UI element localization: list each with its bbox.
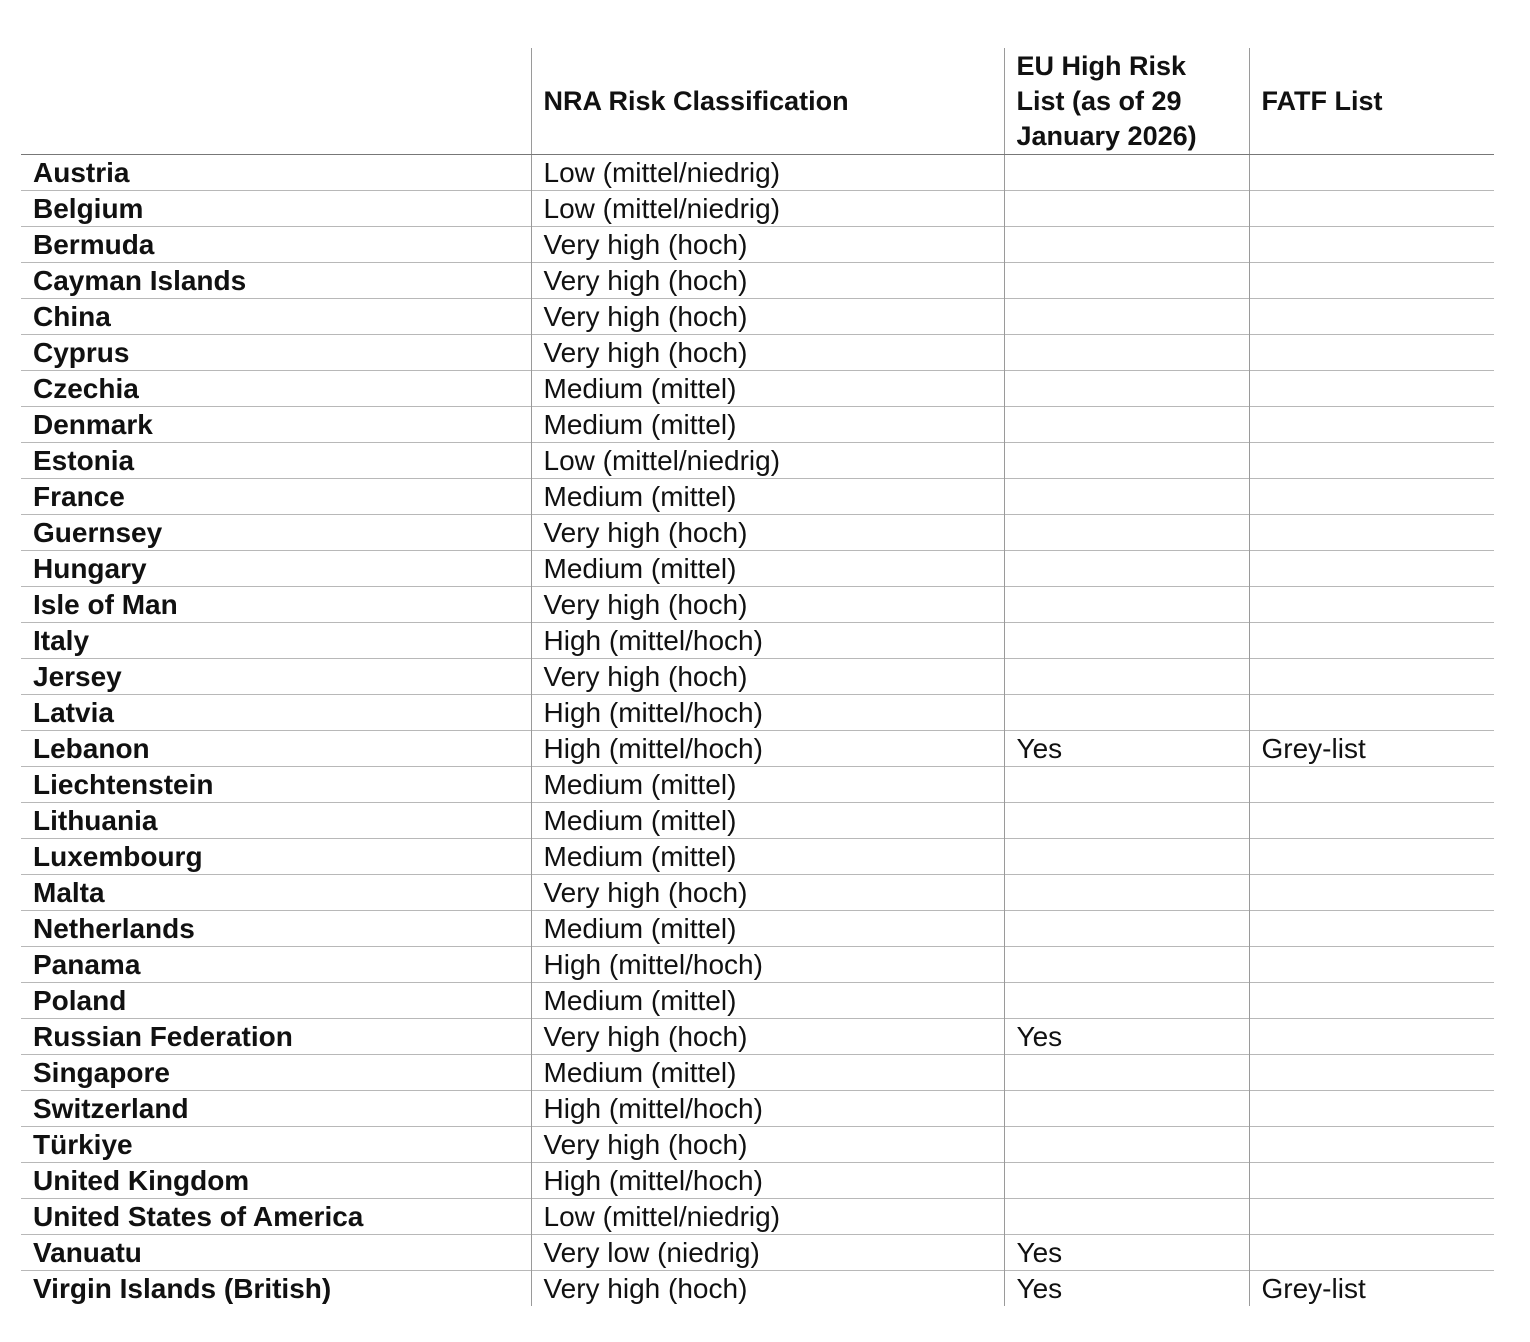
- table-row: [21, 227, 1494, 263]
- cell-nra-risk: Very high (hoch): [531, 1019, 1004, 1055]
- cell-eu-high-risk: [1004, 443, 1249, 479]
- cell-country: Netherlands: [21, 911, 531, 947]
- cell-nra-risk: Medium (mittel): [531, 839, 1004, 875]
- cell-eu-high-risk: [1004, 407, 1249, 443]
- cell-fatf-list: [1249, 371, 1494, 407]
- cell-fatf-list: [1249, 947, 1494, 983]
- cell-nra-risk: High (mittel/hoch): [531, 1163, 1004, 1199]
- cell-fatf-list: [1249, 227, 1494, 263]
- header-eu-high-risk-list: EU High Risk List (as of 29 January 2026): [1004, 48, 1249, 155]
- cell-country: Isle of Man: [21, 587, 531, 623]
- cell-eu-high-risk: [1004, 587, 1249, 623]
- cell-eu-high-risk: [1004, 227, 1249, 263]
- table-row: [21, 551, 1494, 587]
- risk-classification-table: [21, 48, 1494, 1306]
- table-row: [21, 803, 1494, 839]
- cell-country: Luxembourg: [21, 839, 531, 875]
- cell-nra-risk: Medium (mittel): [531, 551, 1004, 587]
- cell-eu-high-risk: Yes: [1004, 1271, 1249, 1307]
- cell-fatf-list: [1249, 587, 1494, 623]
- cell-eu-high-risk: Yes: [1004, 731, 1249, 767]
- table-header-row: [21, 48, 1494, 155]
- cell-eu-high-risk: [1004, 191, 1249, 227]
- cell-fatf-list: [1249, 1199, 1494, 1235]
- cell-nra-risk: Low (mittel/niedrig): [531, 1199, 1004, 1235]
- cell-nra-risk: Very high (hoch): [531, 227, 1004, 263]
- cell-fatf-list: [1249, 479, 1494, 515]
- cell-nra-risk: Medium (mittel): [531, 371, 1004, 407]
- table-row: [21, 1235, 1494, 1271]
- cell-eu-high-risk: [1004, 1127, 1249, 1163]
- cell-fatf-list: [1249, 1235, 1494, 1271]
- cell-country: Lithuania: [21, 803, 531, 839]
- cell-country: France: [21, 479, 531, 515]
- table-row: [21, 155, 1494, 191]
- table-row: [21, 731, 1494, 767]
- cell-fatf-list: [1249, 983, 1494, 1019]
- table-row: [21, 1091, 1494, 1127]
- cell-country: Panama: [21, 947, 531, 983]
- cell-country: Liechtenstein: [21, 767, 531, 803]
- table-row: [21, 1271, 1494, 1307]
- cell-eu-high-risk: [1004, 803, 1249, 839]
- cell-nra-risk: Very high (hoch): [531, 659, 1004, 695]
- cell-nra-risk: Very high (hoch): [531, 299, 1004, 335]
- table-row: [21, 335, 1494, 371]
- table-row: [21, 839, 1494, 875]
- cell-eu-high-risk: [1004, 1055, 1249, 1091]
- cell-country: Cayman Islands: [21, 263, 531, 299]
- cell-nra-risk: High (mittel/hoch): [531, 947, 1004, 983]
- cell-country: Switzerland: [21, 1091, 531, 1127]
- cell-fatf-list: [1249, 911, 1494, 947]
- cell-eu-high-risk: [1004, 479, 1249, 515]
- cell-eu-high-risk: [1004, 299, 1249, 335]
- cell-nra-risk: Medium (mittel): [531, 767, 1004, 803]
- header-fatf-list: FATF List: [1249, 48, 1494, 155]
- cell-eu-high-risk: [1004, 767, 1249, 803]
- cell-eu-high-risk: [1004, 1091, 1249, 1127]
- table-row: [21, 623, 1494, 659]
- table-row: [21, 587, 1494, 623]
- cell-country: Guernsey: [21, 515, 531, 551]
- cell-eu-high-risk: Yes: [1004, 1235, 1249, 1271]
- cell-nra-risk: High (mittel/hoch): [531, 695, 1004, 731]
- cell-fatf-list: [1249, 335, 1494, 371]
- cell-fatf-list: [1249, 659, 1494, 695]
- cell-nra-risk: Low (mittel/niedrig): [531, 443, 1004, 479]
- cell-eu-high-risk: [1004, 155, 1249, 191]
- cell-country: Russian Federation: [21, 1019, 531, 1055]
- cell-country: Vanuatu: [21, 1235, 531, 1271]
- cell-eu-high-risk: [1004, 947, 1249, 983]
- table-row: [21, 515, 1494, 551]
- table-row: [21, 1055, 1494, 1091]
- cell-fatf-list: [1249, 155, 1494, 191]
- table-row: [21, 1127, 1494, 1163]
- cell-fatf-list: [1249, 1055, 1494, 1091]
- cell-nra-risk: High (mittel/hoch): [531, 1091, 1004, 1127]
- cell-fatf-list: [1249, 839, 1494, 875]
- table-row: [21, 1199, 1494, 1235]
- cell-nra-risk: Medium (mittel): [531, 803, 1004, 839]
- cell-fatf-list: [1249, 515, 1494, 551]
- table-body: [21, 155, 1494, 1307]
- table-row: [21, 1019, 1494, 1055]
- header-country: [21, 48, 531, 155]
- cell-eu-high-risk: [1004, 335, 1249, 371]
- cell-eu-high-risk: [1004, 911, 1249, 947]
- table-row: [21, 767, 1494, 803]
- cell-fatf-list: [1249, 803, 1494, 839]
- table-row: [21, 371, 1494, 407]
- table-row: [21, 875, 1494, 911]
- cell-nra-risk: Low (mittel/niedrig): [531, 191, 1004, 227]
- cell-fatf-list: [1249, 1091, 1494, 1127]
- cell-country: Latvia: [21, 695, 531, 731]
- cell-country: Poland: [21, 983, 531, 1019]
- risk-table-container: [21, 48, 1494, 1306]
- cell-eu-high-risk: [1004, 371, 1249, 407]
- cell-nra-risk: High (mittel/hoch): [531, 731, 1004, 767]
- table-row: [21, 1163, 1494, 1199]
- cell-nra-risk: Medium (mittel): [531, 1055, 1004, 1091]
- cell-country: Belgium: [21, 191, 531, 227]
- cell-eu-high-risk: [1004, 695, 1249, 731]
- cell-eu-high-risk: [1004, 983, 1249, 1019]
- cell-country: Virgin Islands (British): [21, 1271, 531, 1307]
- cell-nra-risk: Medium (mittel): [531, 911, 1004, 947]
- cell-fatf-list: [1249, 191, 1494, 227]
- cell-country: Estonia: [21, 443, 531, 479]
- table-row: [21, 443, 1494, 479]
- cell-eu-high-risk: [1004, 875, 1249, 911]
- table-row: [21, 479, 1494, 515]
- cell-nra-risk: Medium (mittel): [531, 479, 1004, 515]
- cell-country: Hungary: [21, 551, 531, 587]
- cell-eu-high-risk: [1004, 263, 1249, 299]
- cell-nra-risk: Low (mittel/niedrig): [531, 155, 1004, 191]
- cell-nra-risk: Very high (hoch): [531, 587, 1004, 623]
- table-row: [21, 191, 1494, 227]
- table-row: [21, 263, 1494, 299]
- cell-fatf-list: Grey-list: [1249, 1271, 1494, 1307]
- cell-fatf-list: [1249, 263, 1494, 299]
- cell-fatf-list: [1249, 695, 1494, 731]
- cell-country: China: [21, 299, 531, 335]
- cell-country: Jersey: [21, 659, 531, 695]
- cell-country: Türkiye: [21, 1127, 531, 1163]
- cell-nra-risk: Very high (hoch): [531, 335, 1004, 371]
- cell-eu-high-risk: [1004, 1163, 1249, 1199]
- cell-nra-risk: Very low (niedrig): [531, 1235, 1004, 1271]
- cell-fatf-list: [1249, 1127, 1494, 1163]
- cell-fatf-list: [1249, 875, 1494, 911]
- header-nra-risk-classification: NRA Risk Classification: [531, 48, 1004, 155]
- cell-eu-high-risk: [1004, 659, 1249, 695]
- cell-country: Italy: [21, 623, 531, 659]
- cell-nra-risk: Very high (hoch): [531, 875, 1004, 911]
- table-row: [21, 983, 1494, 1019]
- cell-eu-high-risk: Yes: [1004, 1019, 1249, 1055]
- cell-nra-risk: Very high (hoch): [531, 1127, 1004, 1163]
- cell-nra-risk: Very high (hoch): [531, 515, 1004, 551]
- table-row: [21, 695, 1494, 731]
- table-row: [21, 911, 1494, 947]
- table-row: [21, 659, 1494, 695]
- cell-fatf-list: [1249, 1019, 1494, 1055]
- cell-country: Malta: [21, 875, 531, 911]
- cell-fatf-list: [1249, 623, 1494, 659]
- cell-country: United States of America: [21, 1199, 531, 1235]
- cell-eu-high-risk: [1004, 1199, 1249, 1235]
- cell-eu-high-risk: [1004, 623, 1249, 659]
- cell-country: United Kingdom: [21, 1163, 531, 1199]
- cell-fatf-list: [1249, 551, 1494, 587]
- cell-nra-risk: Very high (hoch): [531, 263, 1004, 299]
- cell-country: Bermuda: [21, 227, 531, 263]
- cell-fatf-list: [1249, 443, 1494, 479]
- cell-fatf-list: Grey-list: [1249, 731, 1494, 767]
- cell-country: Cyprus: [21, 335, 531, 371]
- table-row: [21, 947, 1494, 983]
- cell-country: Denmark: [21, 407, 531, 443]
- cell-country: Lebanon: [21, 731, 531, 767]
- cell-nra-risk: Very high (hoch): [531, 1271, 1004, 1307]
- cell-country: Czechia: [21, 371, 531, 407]
- cell-eu-high-risk: [1004, 515, 1249, 551]
- cell-fatf-list: [1249, 1163, 1494, 1199]
- cell-eu-high-risk: [1004, 551, 1249, 587]
- table-row: [21, 299, 1494, 335]
- cell-fatf-list: [1249, 407, 1494, 443]
- cell-country: Singapore: [21, 1055, 531, 1091]
- cell-nra-risk: Medium (mittel): [531, 983, 1004, 1019]
- cell-fatf-list: [1249, 299, 1494, 335]
- table-row: [21, 407, 1494, 443]
- cell-nra-risk: Medium (mittel): [531, 407, 1004, 443]
- cell-country: Austria: [33, 157, 130, 188]
- cell-nra-risk: High (mittel/hoch): [531, 623, 1004, 659]
- cell-eu-high-risk: [1004, 839, 1249, 875]
- cell-fatf-list: [1249, 767, 1494, 803]
